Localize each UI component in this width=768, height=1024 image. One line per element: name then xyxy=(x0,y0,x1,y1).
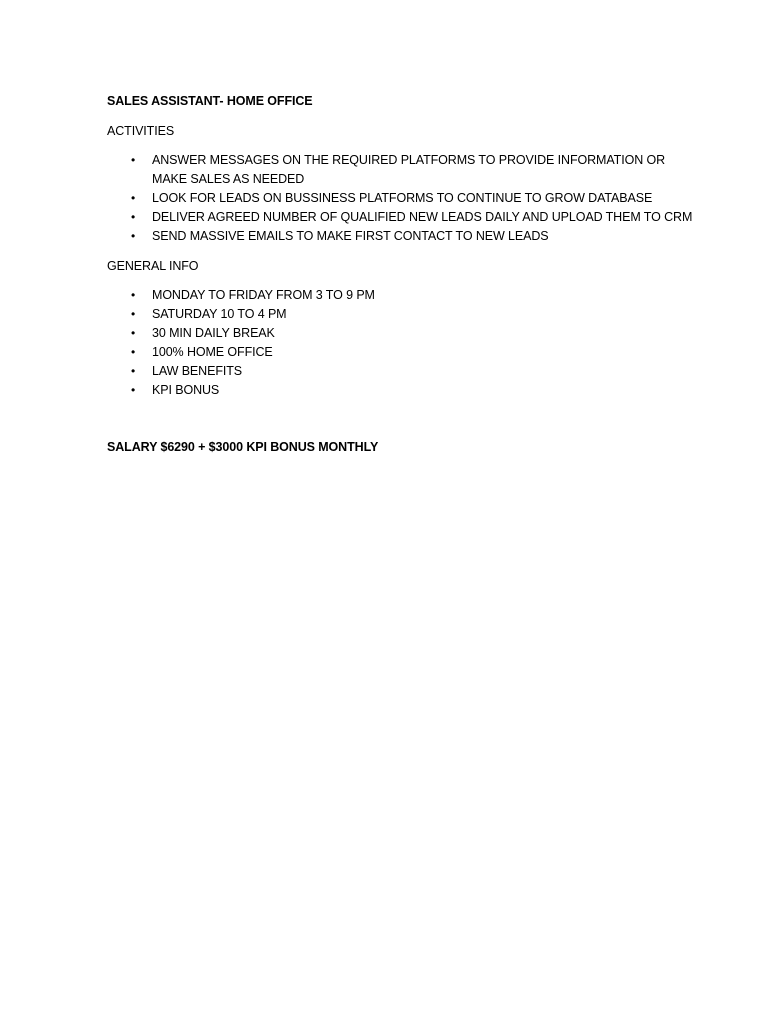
bullet-icon: • xyxy=(131,383,136,397)
list-item-text: DELIVER AGREED NUMBER OF QUALIFIED NEW LEADS DAILY AND UPLOAD THEM TO CRM xyxy=(152,210,693,224)
bullet-icon: • xyxy=(131,191,136,205)
list-item-text: LAW BENEFITS xyxy=(152,364,243,378)
list-item-text: SEND MASSIVE EMAILS TO MAKE FIRST CONTACT TO NEW LEADS xyxy=(152,229,549,243)
list-item-text: 100% HOME OFFICE xyxy=(152,345,273,359)
general-info-list xyxy=(107,286,697,400)
bullet-icon: • xyxy=(131,288,136,302)
list-item xyxy=(107,286,697,305)
list-item-text: MONDAY TO FRIDAY FROM 3 TO 9 PM xyxy=(152,288,375,302)
salary-line: SALARY $6290 + $3000 KPI BONUS MONTHLY xyxy=(107,440,379,454)
list-item xyxy=(107,362,697,381)
list-item xyxy=(107,343,697,362)
list-item xyxy=(107,381,697,400)
bullet-icon: • xyxy=(131,210,136,224)
document-body xyxy=(107,92,697,457)
list-item xyxy=(107,324,697,343)
general-info-heading: GENERAL INFO xyxy=(107,259,199,273)
activities-heading: ACTIVITIES xyxy=(107,124,175,138)
bullet-icon: • xyxy=(131,153,136,167)
document-title: SALES ASSISTANT- HOME OFFICE xyxy=(107,94,313,108)
bullet-icon: • xyxy=(131,326,136,340)
list-item-text: 30 MIN DAILY BREAK xyxy=(152,326,275,340)
list-item xyxy=(107,227,697,246)
bullet-icon: • xyxy=(131,345,136,359)
list-item-text: ANSWER MESSAGES ON THE REQUIRED PLATFORMS TO PROVIDE INFORMATION OR MAKE SALES AS NEEDED xyxy=(152,153,666,186)
list-item xyxy=(107,208,697,227)
list-item xyxy=(107,189,697,208)
list-item xyxy=(107,305,697,324)
activities-list xyxy=(107,151,697,246)
list-item-text: LOOK FOR LEADS ON BUSSINESS PLATFORMS TO CONTINUE TO GROW DATABASE xyxy=(152,191,653,205)
list-item-text: SATURDAY 10 TO 4 PM xyxy=(152,307,287,321)
list-item-text: KPI BONUS xyxy=(152,383,220,397)
bullet-icon: • xyxy=(131,229,136,243)
list-item xyxy=(107,151,697,189)
bullet-icon: • xyxy=(131,307,136,321)
bullet-icon: • xyxy=(131,364,136,378)
